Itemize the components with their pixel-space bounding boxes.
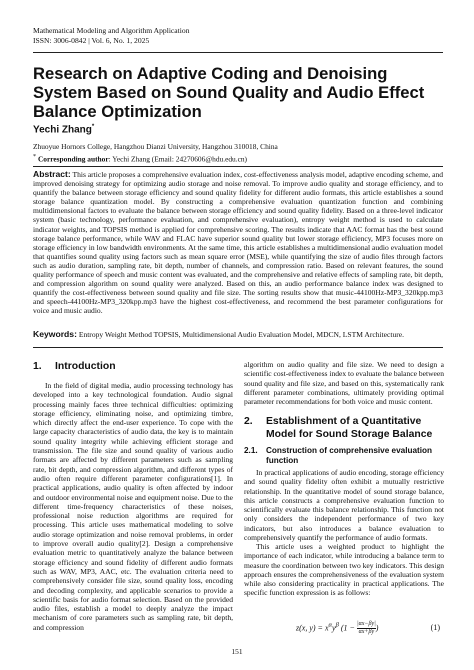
section-2-number: 2.: [244, 416, 253, 427]
equation-lhs: z(x, y) = x: [296, 623, 329, 633]
keywords-label: Keywords:: [33, 329, 77, 339]
section-1-heading: [33, 361, 233, 374]
abstract: [33, 170, 443, 316]
equation-y: y: [332, 623, 336, 633]
section-2-title: Establishment of a Quantitative Model for Sound Storage Balance: [266, 416, 433, 440]
keywords: [33, 330, 443, 339]
page-number: 151: [231, 647, 243, 656]
affiliation-rule: [33, 166, 443, 167]
corresponding-text: : Yechi Zhang (Email: 24270606@hdu.edu.cn): [108, 154, 248, 164]
equation-1: [244, 618, 444, 640]
corresponding-author-line: [33, 152, 278, 164]
equation-exp-alpha: α: [328, 621, 332, 629]
author-name: Yechi Zhang: [33, 124, 92, 136]
section-2-heading: [244, 416, 444, 441]
equation-numerator: |αx−βy|: [356, 621, 376, 627]
equation-paren-open: (1 −: [340, 623, 355, 633]
subsection-2-1-title: Construction of comprehensive evaluation function: [266, 446, 433, 465]
abstract-label: Abstract:: [33, 169, 71, 179]
keywords-text: Entropy Weight Method TOPSIS, Multidimensional Audio Evaluation Model, MDCN, LSTM Architecture.: [78, 330, 404, 339]
journal-issn: ISSN: 3006-0842 | Vol. 6, No. 1, 2025: [33, 36, 150, 45]
section-1-paragraph: In the field of digital media, audio processing technology has developed into a key technological foundation. Audio signal processing mainly faces three technical difficulties: optimizing storage efficiency, eliminating noise, and optimizing timbre, which directly affect the end-user experience. To cope with the large capacity characteristics of audio data, the key is to maintain sound quality integrity while achieving efficient storage and transmission. The file size and sound quality of various audio formats are affected by different parameters such as sampling rate, bit depth, and compression algorithm, and different types of audio often require different parameter configurations[1]. In practical applications, audio quality is often affected by indoor and outdoor environmental noise and equipment noise. Due to the different time-frequency characteristics of these noises, professional noise reduction algorithms are required for processing. This article uses mathematical modeling to solve audio storage optimization and noise removal problems, in order to improve overall audio quality[2]. Design a comprehensive evaluation metric to quantitatively analyze the balance between storage efficiency and sound fidelity of different audio formats such as WAV, MP3, AAC, etc. The evaluation criteria need to comprehensively consider file size, sound quality loss, encoding and decoding complexity, and applicable scenarios to provide a scientific basis for audio format selection. Based on the provided audio files, establish a model to deeply analyze the impact mechanism of core parameters such as sampling rate, bit depth, and compression: [33, 381, 233, 632]
equation-paren-close: ): [375, 623, 379, 633]
section-1-number: 1.: [33, 361, 42, 372]
section-1-body: [33, 381, 233, 632]
subsection-paragraph-2: This article uses a weighted product to highlight the importance of each indicator, while introducing a balance term to measure the coordination between two key indicators. This design approach ensures the comprehensiveness of the evaluation system while also considering practicality in practical applications. The specific function expression is as follows:: [244, 542, 444, 598]
subsection-2-1-body-2: [244, 542, 444, 598]
paper-title: Research on Adaptive Coding and Denoising System Based on Sound Quality and Audio Effect Balance Optimization: [33, 64, 425, 121]
corresponding-mark: *: [33, 154, 37, 160]
corresponding-label: Corresponding author: [37, 154, 109, 164]
equation-fraction: [357, 621, 376, 636]
equation-number: (1): [430, 623, 440, 632]
subsection-2-1-heading: [244, 446, 444, 466]
keywords-rule: [33, 347, 443, 348]
abstract-text: This article proposes a comprehensive evaluation index, cost-effectiveness analysis model, adaptive encoding scheme, and improved denoising strategy for optimizing audio storage and noise removal. To improve audio quality and storage efficiency, and to quantify the balance between storage efficiency and sound quality fidelity for different audio formats, this article establishes a sound storage balance quantization model. By constructing a comprehensive evaluation quantization function and combining multidimensional factors to evaluate the balance between storage efficiency and sound quality fidelity. Based on a three-level indicator system (basic technology, performance evaluation, and comprehensive evaluation), entropy weight method is used to calculate indicator weights, and TOPSIS method is applied for comprehensive scoring. The results indicate that AAC format has the best sound storage balance performance, while WAV and FLAC have superior sound quality but lower storage efficiency, MP3 focuses more on storage efficiency in low bandwidth environments. At the same time, this article establishes a multidimensional audio evaluation model that quantifies sound quality using factors such as mean square error (MSE), while quantifying the size of audio files through factors such as audio duration, sampling rate, bit depth, number of channels, and compression ratio. Based on relevant features, the sound quality performance of speech and music content was evaluated, and the comprehensive and relative effects of sampling rate, bit depth, and compression algorithm on sound quality were analyzed. Based on this, an audio performance balance index was designed to quantify the cost-effectiveness between sound quality and file size. The sorting results show that music-44100Hz-MP3_320kpp.mp3 and speech-44100Hz-MP3_320kpp.mp3 have the highest cost-effectiveness, and recommend the best parameter configurations for voice and music audio.: [33, 170, 443, 316]
equation-expression: [296, 621, 378, 636]
journal-header: [33, 26, 190, 46]
subsection-2-1-body: [244, 468, 444, 542]
author-mark: *: [91, 124, 95, 130]
right-column-continuation: [244, 360, 444, 406]
equation-exp-beta: β: [335, 621, 339, 629]
author: [33, 124, 94, 135]
journal-name: Mathematical Modeling and Algorithm Application: [33, 26, 190, 35]
affiliation-block: [33, 142, 278, 164]
continuation-paragraph: algorithm on audio quality and file size. We need to design a scientific cost-effectiveness index to evaluate the balance between sound quality and file size, and based on this, systematically rank different parameter combinations, ultimately providing optimal parameter recommendations for both voice and music content.: [244, 360, 444, 407]
section-1-title: Introduction: [55, 361, 116, 372]
affiliation-line: Zhuoyue Hornors College, Hangzhou Dianzi University, Hangzhou 310018, China: [33, 142, 278, 151]
equation-denominator: αx+βy: [358, 629, 375, 635]
header-rule: [33, 52, 443, 53]
subsection-paragraph-1: In practical applications of audio encoding, storage efficiency and sound quality fidelity often exhibit a mutually restrictive relationship. In the quantitative model of sound storage balance, this article constructs a comprehensive evaluation function to scientifically evaluate this balance relationship. This function not only considers the independent performance of two key indicators, but also introduces a balance evaluation to comprehensively quantify the performance of audio formats.: [244, 468, 444, 543]
subsection-2-1-number: 2.1.: [244, 446, 258, 455]
